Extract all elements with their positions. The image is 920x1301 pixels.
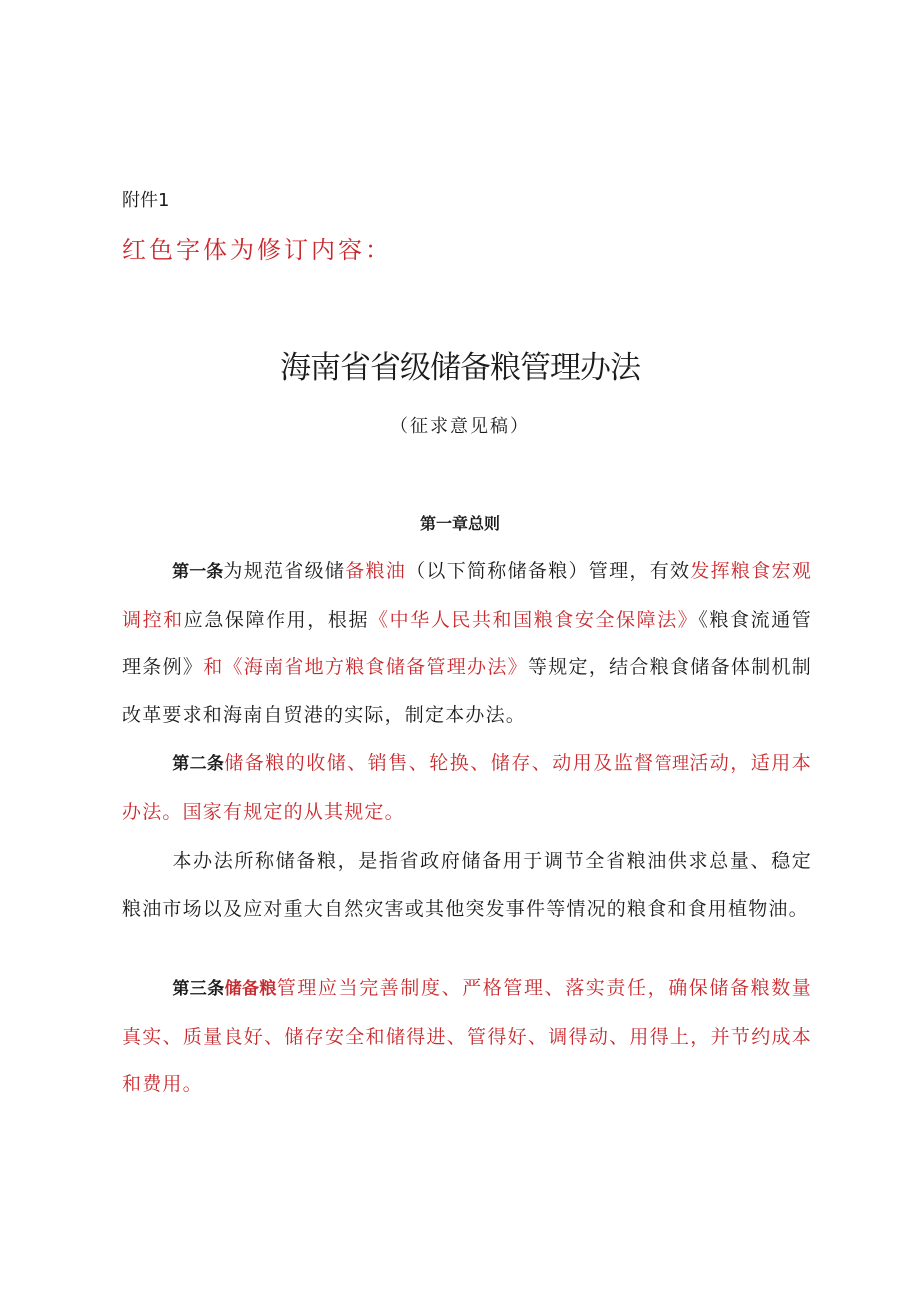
article-1-revised-text: 和《海南省地方粮食储备管理办法》 [203, 656, 528, 678]
attachment-label: 附件1 [122, 190, 170, 211]
article-1-label: 第一条 [172, 562, 224, 582]
article-2-label: 第二条 [172, 754, 225, 774]
article-3 [122, 965, 812, 1109]
article-1-revised-text: 《中华人民共和国粮食安全保障法》 [369, 608, 699, 631]
article-1-revised-text: 发挥粮食宏观调控和 [122, 560, 813, 631]
article-3-revised-text: 管理应当完善制度、严格管理、落实责任，确保储备粮数量真实、质量良好、储存安全和储得进、管得好、调得动、用得上，并节约成本和费用。 [122, 977, 813, 1095]
article-2-revised-text: 储备粮的收储、销售、轮换、储存、动用及监督 [224, 752, 655, 774]
definition-text: 本办法所称储备粮，是指省政府储备用于调节全省粮油供求总量、稳定粮油市场以及应对重大自然灾害或其他突发事件等情况的粮食和食用植物油。 [122, 850, 812, 920]
article-3-label: 第三条 [172, 979, 225, 999]
article-2-revised-text: 管理 [654, 754, 690, 774]
article-1 [122, 548, 812, 739]
article-1-revised-text: 备粮油 [345, 560, 407, 582]
definition-paragraph [122, 838, 812, 933]
revision-note: 红色字体为修订内容： [122, 236, 392, 264]
article-1-text: 等规定，结合粮食储备体制机制改革要求和海南自贸港的实际，制定本办法。 [122, 656, 812, 726]
article-2-revised-text: 活动，适用本办法。国家有规定的从其规定。 [122, 752, 813, 823]
article-3-revised-text: 储备粮 [224, 979, 277, 999]
document-subtitle: （征求意见稿） [390, 416, 530, 437]
document-title: 海南省省级储备粮管理办法 [280, 350, 640, 386]
article-1-text: 应急保障作用，根据 [183, 608, 370, 631]
chapter-heading: 第一章总则 [419, 514, 500, 533]
article-2 [122, 740, 812, 836]
article-1-text: 《粮食流通管理条例》 [122, 608, 813, 678]
article-1-text: 为规范省级储 [223, 560, 346, 582]
article-1-text: （以下简称储备粮）管理，有效 [406, 560, 691, 582]
